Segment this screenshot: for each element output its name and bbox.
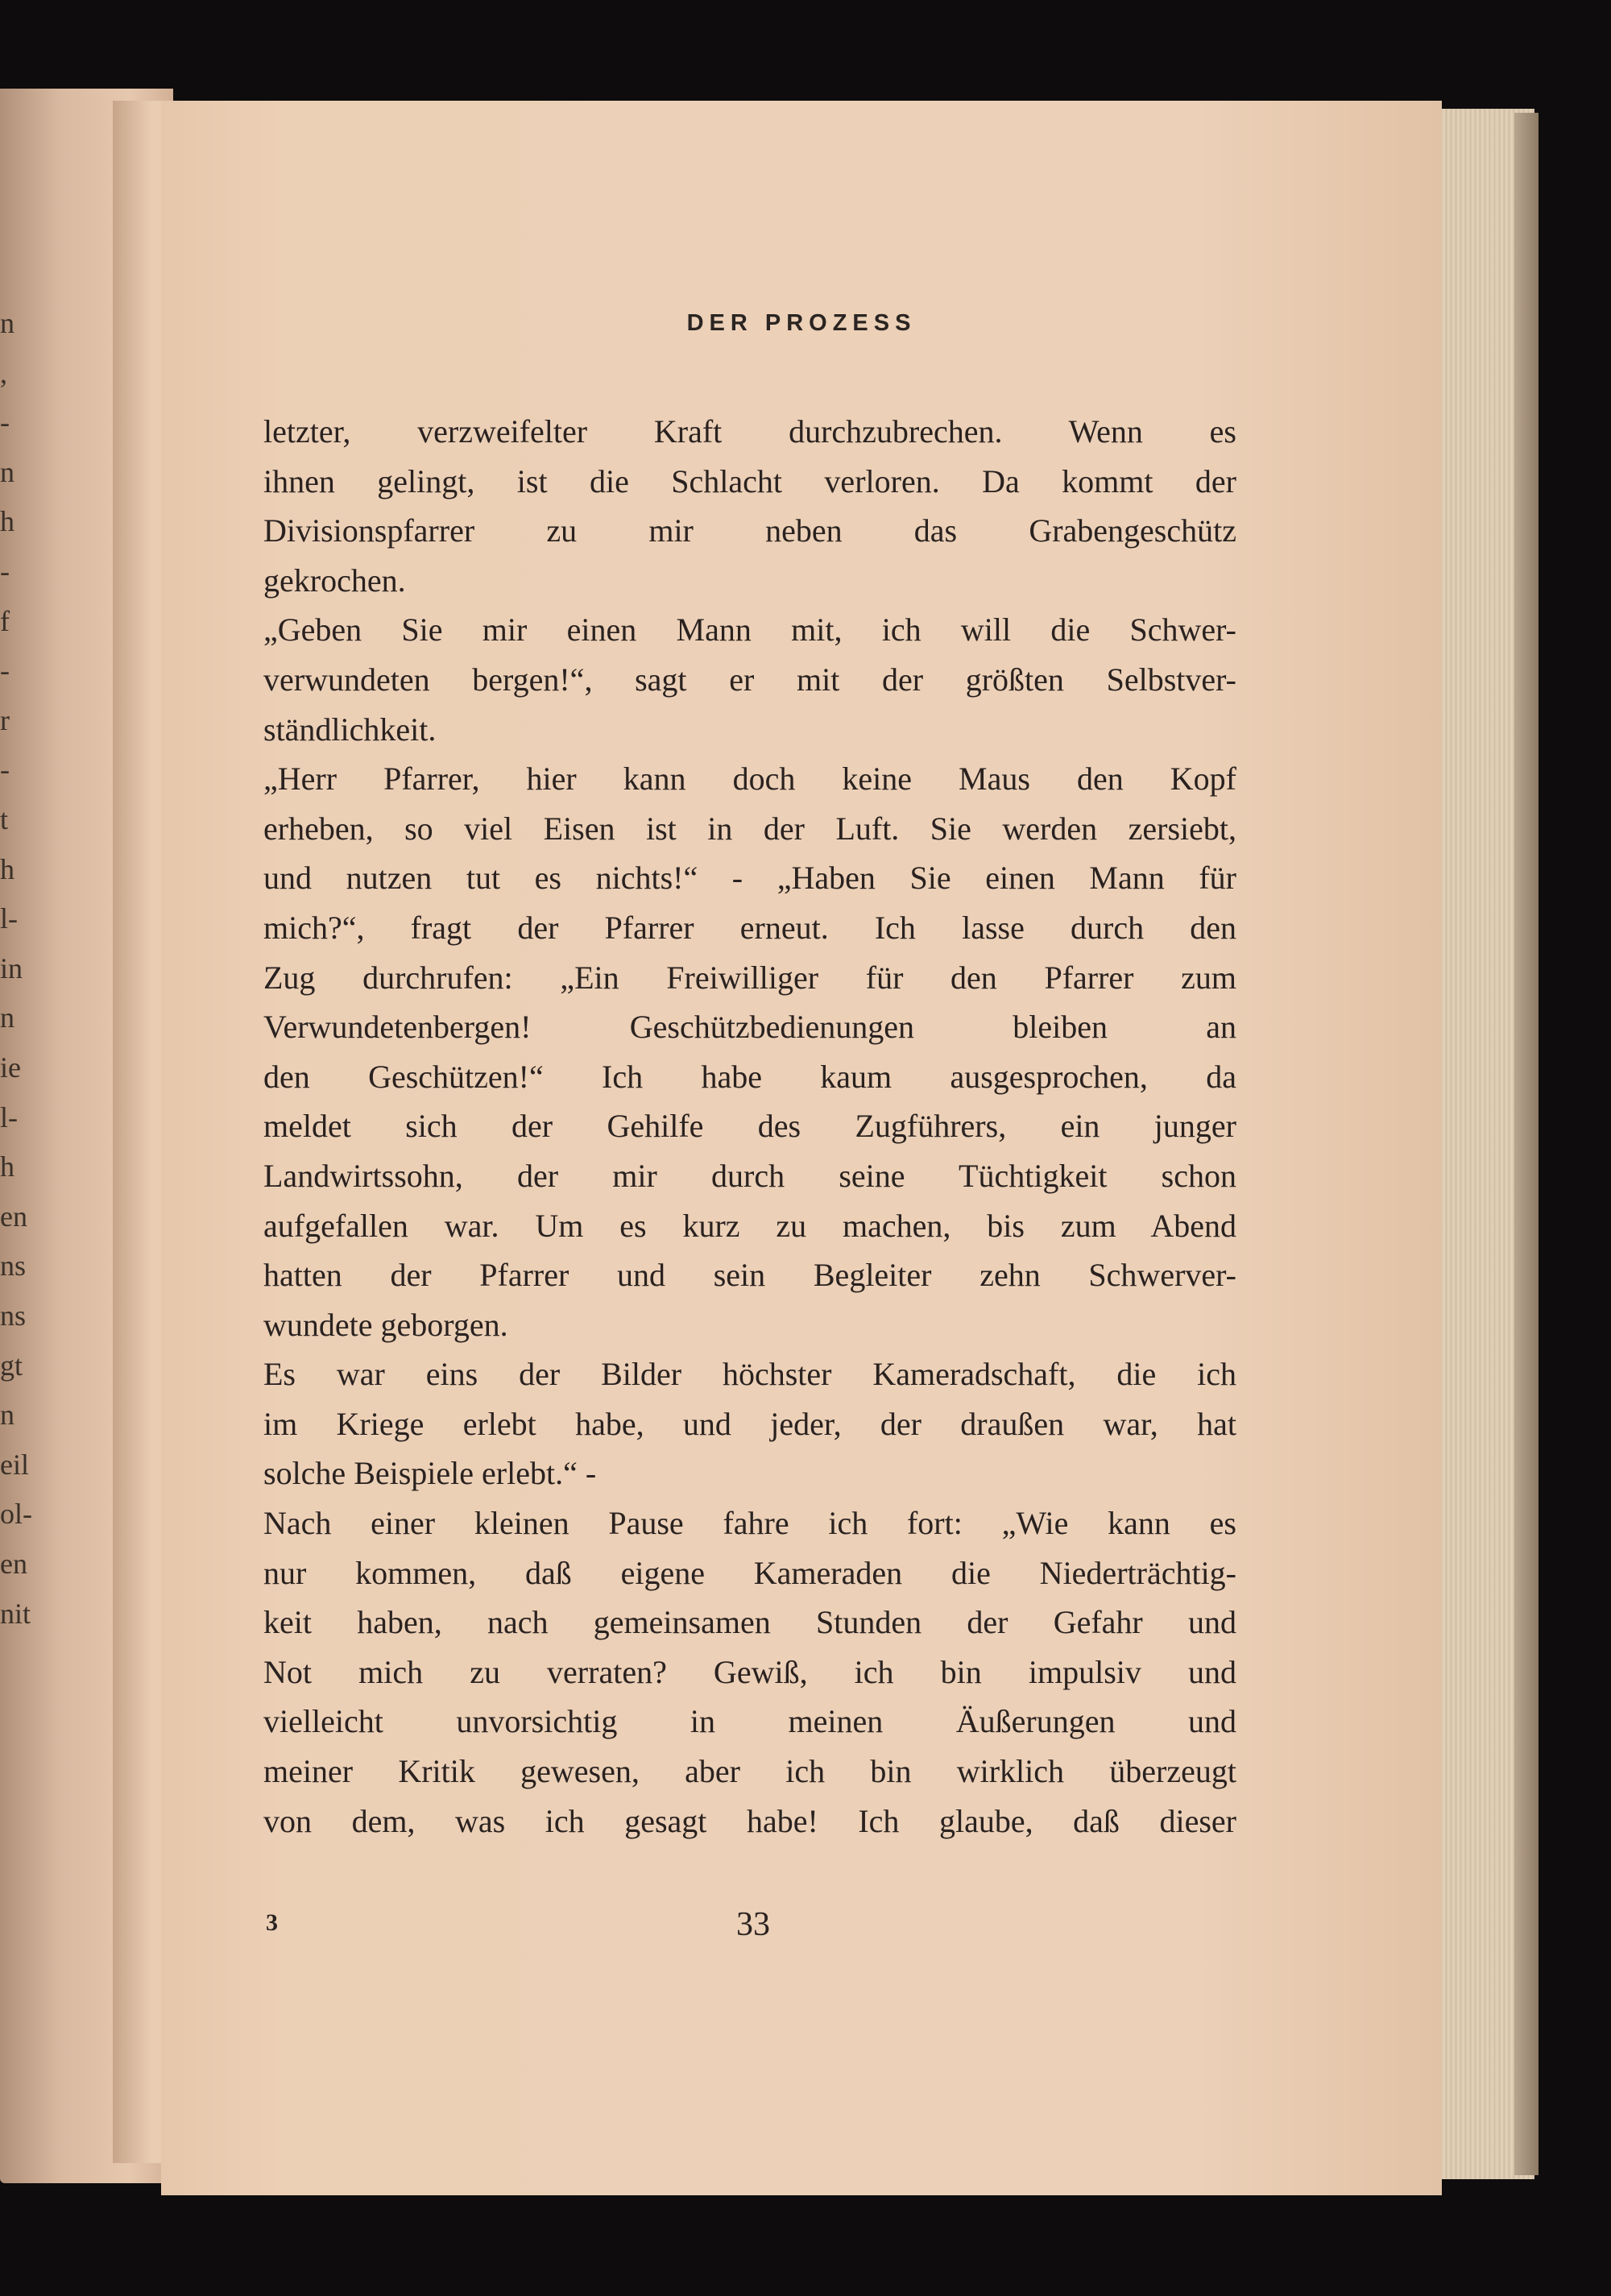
left-page-fragment: en (0, 1200, 27, 1233)
text-line: meldet sich der Gehilfe des Zugführers, ein junger (263, 1108, 1236, 1145)
left-page-fragment: in (0, 951, 23, 984)
left-page-fragment: t (0, 803, 9, 835)
text-line: „Herr Pfarrer, hier kann doch keine Maus den Kopf (263, 760, 1236, 798)
left-page-fragment: - (0, 555, 10, 587)
text-line: verwundeten bergen!“, sagt er mit der größten Selbstver- (263, 661, 1236, 698)
left-page-fragment: ie (0, 1051, 21, 1084)
text-line: gekrochen. (263, 562, 406, 599)
left-page-fragment: en (0, 1548, 27, 1580)
left-page-fragment: f (0, 604, 10, 637)
left-page-fragment: ol- (0, 1498, 32, 1531)
text-line: Verwundetenbergen! Geschützbedienungen bleiben an (263, 1009, 1236, 1046)
text-line: letzter, verzweifelter Kraft durchzubrechen. Wenn es (263, 413, 1236, 450)
left-page-fragment: l- (0, 1100, 18, 1133)
left-page-fragment: n (0, 1001, 14, 1034)
left-page-fragment: gt (0, 1349, 23, 1382)
text-line: wundete geborgen. (263, 1306, 508, 1343)
running-head: DER PROZESS (686, 310, 917, 336)
book-cover-edge (1514, 113, 1539, 2175)
left-page-fragment: h (0, 505, 14, 538)
text-line: den Geschützen!“ Ich habe kaum ausgesprochen, da (263, 1058, 1236, 1095)
text-line: und nutzen tut es nichts!“ - „Haben Sie einen Mann für (263, 860, 1236, 897)
text-line: von dem, was ich gesagt habe! Ich glaube, daß dieser (263, 1802, 1236, 1839)
left-page-fragment: nit (0, 1597, 31, 1630)
text-line: „Geben Sie mir einen Mann mit, ich will die Schwer- (263, 611, 1236, 649)
body-text (263, 407, 1236, 1846)
left-page-fragment: h (0, 1150, 14, 1183)
left-page-text-fragments (0, 89, 32, 2183)
text-line: Not mich zu verraten? Gewiß, ich bin impulsiv und (263, 1653, 1236, 1690)
left-page-fragment: h (0, 852, 14, 885)
signature-mark: 3 (266, 1909, 278, 1936)
text-line: hatten der Pfarrer und sein Begleiter zehn Schwerver- (263, 1257, 1236, 1294)
text-line: erheben, so viel Eisen ist in der Luft. Sie werden zersiebt, (263, 810, 1236, 847)
text-line: mich?“, fragt der Pfarrer erneut. Ich lasse durch den (263, 909, 1236, 946)
left-page-fragment: - (0, 406, 10, 439)
left-page-fragment: - (0, 654, 10, 687)
text-line: Zug durchrufen: „Ein Freiwilliger für den Pfarrer zum (263, 959, 1236, 996)
left-page-fragment: n (0, 1399, 14, 1432)
text-line: aufgefallen war. Um es kurz zu machen, bis zum Abend (263, 1207, 1236, 1244)
left-page-fragment: - (0, 753, 10, 786)
left-page-fragment: n (0, 455, 14, 488)
left-page-fragment: l- (0, 902, 18, 935)
left-page-fragment: ns (0, 1299, 27, 1332)
text-line: keit haben, nach gemeinsamen Stunden der Gefahr und (263, 1604, 1236, 1641)
text-line: Divisionspfarrer zu mir neben das Grabengeschütz (263, 512, 1236, 549)
page-number: 33 (736, 1906, 770, 1943)
text-line: ständlichkeit. (263, 711, 437, 748)
text-line: nur kommen, daß eigene Kameraden die Niederträchtig- (263, 1554, 1236, 1591)
left-page-fragment: , (0, 356, 7, 389)
text-line: vielleicht unvorsichtig in meinen Äußerungen und (263, 1703, 1236, 1740)
text-line: Nach einer kleinen Pause fahre ich fort: „Wie kann es (263, 1505, 1236, 1542)
left-page-fragment: n (0, 307, 14, 339)
text-line: ihnen gelingt, ist die Schlacht verloren. Da kommt der (263, 462, 1236, 499)
left-page-fragment: eil (0, 1448, 29, 1481)
left-page-fragment: ns (0, 1250, 27, 1283)
left-page-fragment: r (0, 703, 10, 736)
text-line: Landwirtssohn, der mir durch seine Tüchtigkeit schon (263, 1157, 1236, 1194)
text-line: Es war eins der Bilder höchster Kameradschaft, die ich (263, 1356, 1236, 1393)
text-line: im Kriege erlebt habe, und jeder, der draußen war, hat (263, 1405, 1236, 1442)
text-line: meiner Kritik gewesen, aber ich bin wirklich überzeugt (263, 1753, 1236, 1790)
text-line: solche Beispiele erlebt.“ - (263, 1455, 597, 1492)
